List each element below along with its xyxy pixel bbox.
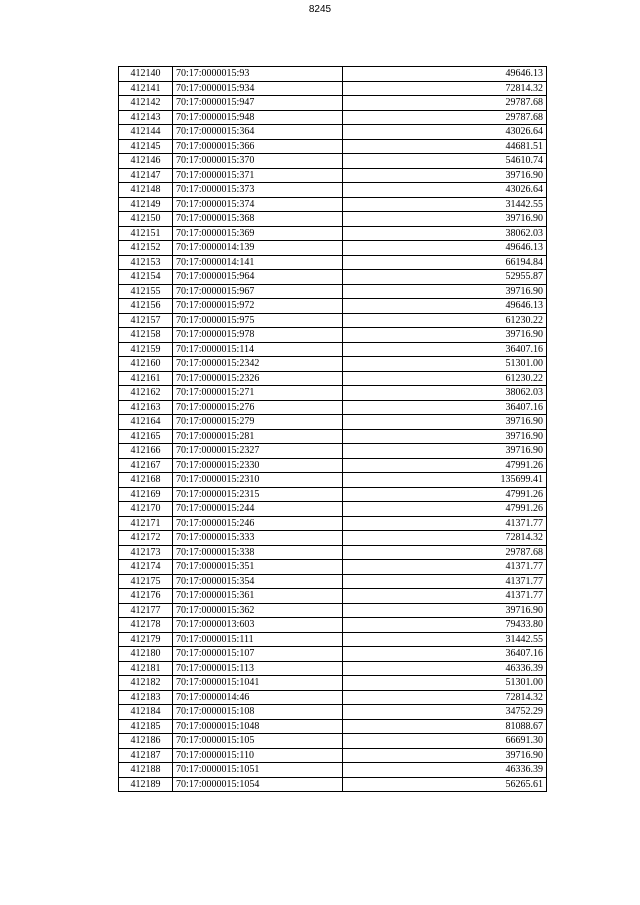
- table-row: [119, 328, 547, 343]
- row-number-cell: 412169: [119, 487, 173, 502]
- table-row: [119, 763, 547, 778]
- row-number-cell: 412171: [119, 516, 173, 531]
- table-row: [119, 96, 547, 111]
- table-row: [119, 110, 547, 125]
- table-row: [119, 777, 547, 792]
- value-cell: 36407.16: [343, 342, 547, 357]
- row-number-cell: 412185: [119, 719, 173, 734]
- value-cell: 39716.90: [343, 444, 547, 459]
- cadastral-number-cell: 70:17:0000015:276: [173, 400, 343, 415]
- cadastral-number-cell: 70:17:0000015:113: [173, 661, 343, 676]
- cadastral-number-cell: 70:17:0000015:271: [173, 386, 343, 401]
- row-number-cell: 412188: [119, 763, 173, 778]
- page-number: 8245: [308, 4, 332, 15]
- row-number-cell: 412160: [119, 357, 173, 372]
- row-number-cell: 412178: [119, 618, 173, 633]
- cadastral-number-cell: 70:17:0000015:107: [173, 647, 343, 662]
- cadastral-number-cell: 70:17:0000014:139: [173, 241, 343, 256]
- table-row: [119, 357, 547, 372]
- table-row: [119, 429, 547, 444]
- cadastral-number-cell: 70:17:0000015:967: [173, 284, 343, 299]
- cadastral-number-cell: 70:17:0000015:947: [173, 96, 343, 111]
- table-row: [119, 574, 547, 589]
- cadastral-number-cell: 70:17:0000015:2330: [173, 458, 343, 473]
- table-row: [119, 299, 547, 314]
- table-row: [119, 690, 547, 705]
- row-number-cell: 412144: [119, 125, 173, 140]
- value-cell: 38062.03: [343, 226, 547, 241]
- value-cell: 61230.22: [343, 371, 547, 386]
- cadastral-number-cell: 70:17:0000015:366: [173, 139, 343, 154]
- value-cell: 51301.00: [343, 357, 547, 372]
- cadastral-number-cell: 70:17:0000015:1048: [173, 719, 343, 734]
- cadastral-number-cell: 70:17:0000015:369: [173, 226, 343, 241]
- row-number-cell: 412189: [119, 777, 173, 792]
- table-row: [119, 212, 547, 227]
- cadastral-number-cell: 70:17:0000015:368: [173, 212, 343, 227]
- row-number-cell: 412183: [119, 690, 173, 705]
- row-number-cell: 412154: [119, 270, 173, 285]
- table-row: [119, 154, 547, 169]
- table-row: [119, 748, 547, 763]
- row-number-cell: 412173: [119, 545, 173, 560]
- cadastral-number-cell: 70:17:0000015:975: [173, 313, 343, 328]
- table-row: [119, 313, 547, 328]
- table-row: [119, 67, 547, 82]
- value-cell: 41371.77: [343, 516, 547, 531]
- value-cell: 39716.90: [343, 603, 547, 618]
- row-number-cell: 412149: [119, 197, 173, 212]
- table-row: [119, 502, 547, 517]
- cadastral-number-cell: 70:17:0000015:2327: [173, 444, 343, 459]
- row-number-cell: 412164: [119, 415, 173, 430]
- table-row: [119, 255, 547, 270]
- table-row: [119, 183, 547, 198]
- value-cell: 54610.74: [343, 154, 547, 169]
- table-row: [119, 168, 547, 183]
- table-row: [119, 618, 547, 633]
- cadastral-number-cell: 70:17:0000015:2342: [173, 357, 343, 372]
- value-cell: 49646.13: [343, 299, 547, 314]
- table-row: [119, 589, 547, 604]
- table-row: [119, 487, 547, 502]
- table-row: [119, 676, 547, 691]
- value-cell: 52955.87: [343, 270, 547, 285]
- table-row: [119, 241, 547, 256]
- value-cell: 38062.03: [343, 386, 547, 401]
- cadastral-number-cell: 70:17:0000015:972: [173, 299, 343, 314]
- table-row: [119, 386, 547, 401]
- cadastral-number-cell: 70:17:0000015:93: [173, 67, 343, 82]
- value-cell: 66691.30: [343, 734, 547, 749]
- value-cell: 39716.90: [343, 284, 547, 299]
- row-number-cell: 412167: [119, 458, 173, 473]
- table-row: [119, 647, 547, 662]
- value-cell: 66194.84: [343, 255, 547, 270]
- cadastral-table: [118, 66, 547, 792]
- row-number-cell: 412155: [119, 284, 173, 299]
- cadastral-number-cell: 70:17:0000015:964: [173, 270, 343, 285]
- cadastral-number-cell: 70:17:0000015:978: [173, 328, 343, 343]
- cadastral-number-cell: 70:17:0000015:354: [173, 574, 343, 589]
- value-cell: 47991.26: [343, 458, 547, 473]
- value-cell: 39716.90: [343, 415, 547, 430]
- value-cell: 44681.51: [343, 139, 547, 154]
- cadastral-number-cell: 70:17:0000015:1054: [173, 777, 343, 792]
- row-number-cell: 412150: [119, 212, 173, 227]
- cadastral-number-cell: 70:17:0000015:279: [173, 415, 343, 430]
- value-cell: 41371.77: [343, 560, 547, 575]
- table-row: [119, 444, 547, 459]
- table-row: [119, 458, 547, 473]
- table-row: [119, 734, 547, 749]
- value-cell: 46336.39: [343, 661, 547, 676]
- cadastral-number-cell: 70:17:0000015:246: [173, 516, 343, 531]
- cadastral-number-cell: 70:17:0000015:934: [173, 81, 343, 96]
- row-number-cell: 412157: [119, 313, 173, 328]
- value-cell: 39716.90: [343, 168, 547, 183]
- row-number-cell: 412172: [119, 531, 173, 546]
- table-row: [119, 632, 547, 647]
- value-cell: 41371.77: [343, 574, 547, 589]
- table-row: [119, 719, 547, 734]
- row-number-cell: 412168: [119, 473, 173, 488]
- cadastral-number-cell: 70:17:0000015:114: [173, 342, 343, 357]
- cadastral-number-cell: 70:17:0000015:351: [173, 560, 343, 575]
- cadastral-number-cell: 70:17:0000015:362: [173, 603, 343, 618]
- row-number-cell: 412182: [119, 676, 173, 691]
- table-row: [119, 560, 547, 575]
- table-row: [119, 531, 547, 546]
- row-number-cell: 412165: [119, 429, 173, 444]
- cadastral-number-cell: 70:17:0000015:364: [173, 125, 343, 140]
- cadastral-number-cell: 70:17:0000013:603: [173, 618, 343, 633]
- table-row: [119, 603, 547, 618]
- cadastral-number-cell: 70:17:0000015:2326: [173, 371, 343, 386]
- cadastral-number-cell: 70:17:0000015:2310: [173, 473, 343, 488]
- cadastral-number-cell: 70:17:0000014:141: [173, 255, 343, 270]
- row-number-cell: 412179: [119, 632, 173, 647]
- table-row: [119, 81, 547, 96]
- row-number-cell: 412180: [119, 647, 173, 662]
- value-cell: 31442.55: [343, 632, 547, 647]
- row-number-cell: 412153: [119, 255, 173, 270]
- row-number-cell: 412187: [119, 748, 173, 763]
- table-row: [119, 661, 547, 676]
- value-cell: 29787.68: [343, 545, 547, 560]
- value-cell: 47991.26: [343, 487, 547, 502]
- table-row: [119, 226, 547, 241]
- cadastral-number-cell: 70:17:0000015:370: [173, 154, 343, 169]
- cadastral-number-cell: 70:17:0000015:374: [173, 197, 343, 212]
- value-cell: 46336.39: [343, 763, 547, 778]
- value-cell: 29787.68: [343, 110, 547, 125]
- row-number-cell: 412143: [119, 110, 173, 125]
- row-number-cell: 412152: [119, 241, 173, 256]
- row-number-cell: 412145: [119, 139, 173, 154]
- cadastral-number-cell: 70:17:0000015:371: [173, 168, 343, 183]
- value-cell: 39716.90: [343, 328, 547, 343]
- value-cell: 41371.77: [343, 589, 547, 604]
- cadastral-number-cell: 70:17:0000015:1041: [173, 676, 343, 691]
- table-row: [119, 197, 547, 212]
- table-row: [119, 400, 547, 415]
- row-number-cell: 412175: [119, 574, 173, 589]
- row-number-cell: 412148: [119, 183, 173, 198]
- value-cell: 79433.80: [343, 618, 547, 633]
- value-cell: 56265.61: [343, 777, 547, 792]
- row-number-cell: 412177: [119, 603, 173, 618]
- row-number-cell: 412147: [119, 168, 173, 183]
- cadastral-number-cell: 70:17:0000015:281: [173, 429, 343, 444]
- cadastral-number-cell: 70:17:0000015:373: [173, 183, 343, 198]
- row-number-cell: 412156: [119, 299, 173, 314]
- value-cell: 29787.68: [343, 96, 547, 111]
- row-number-cell: 412176: [119, 589, 173, 604]
- table-row: [119, 270, 547, 285]
- cadastral-number-cell: 70:17:0000015:338: [173, 545, 343, 560]
- value-cell: 47991.26: [343, 502, 547, 517]
- value-cell: 39716.90: [343, 748, 547, 763]
- value-cell: 36407.16: [343, 647, 547, 662]
- table-row: [119, 139, 547, 154]
- row-number-cell: 412163: [119, 400, 173, 415]
- value-cell: 39716.90: [343, 429, 547, 444]
- value-cell: 72814.32: [343, 81, 547, 96]
- table-row: [119, 415, 547, 430]
- cadastral-number-cell: 70:17:0000015:1051: [173, 763, 343, 778]
- row-number-cell: 412141: [119, 81, 173, 96]
- value-cell: 72814.32: [343, 531, 547, 546]
- row-number-cell: 412159: [119, 342, 173, 357]
- table-body: [119, 67, 547, 792]
- value-cell: 72814.32: [343, 690, 547, 705]
- row-number-cell: 412146: [119, 154, 173, 169]
- table-row: [119, 516, 547, 531]
- value-cell: 31442.55: [343, 197, 547, 212]
- value-cell: 34752.29: [343, 705, 547, 720]
- cadastral-number-cell: 70:17:0000015:105: [173, 734, 343, 749]
- table-row: [119, 284, 547, 299]
- row-number-cell: 412158: [119, 328, 173, 343]
- value-cell: 36407.16: [343, 400, 547, 415]
- value-cell: 51301.00: [343, 676, 547, 691]
- table-row: [119, 705, 547, 720]
- cadastral-number-cell: 70:17:0000014:46: [173, 690, 343, 705]
- row-number-cell: 412140: [119, 67, 173, 82]
- value-cell: 39716.90: [343, 212, 547, 227]
- value-cell: 43026.64: [343, 125, 547, 140]
- value-cell: 135699.41: [343, 473, 547, 488]
- row-number-cell: 412181: [119, 661, 173, 676]
- row-number-cell: 412166: [119, 444, 173, 459]
- row-number-cell: 412161: [119, 371, 173, 386]
- row-number-cell: 412151: [119, 226, 173, 241]
- cadastral-number-cell: 70:17:0000015:361: [173, 589, 343, 604]
- table-row: [119, 125, 547, 140]
- row-number-cell: 412162: [119, 386, 173, 401]
- table-row: [119, 473, 547, 488]
- value-cell: 49646.13: [343, 241, 547, 256]
- table-row: [119, 342, 547, 357]
- value-cell: 49646.13: [343, 67, 547, 82]
- cadastral-number-cell: 70:17:0000015:108: [173, 705, 343, 720]
- cadastral-number-cell: 70:17:0000015:111: [173, 632, 343, 647]
- table-row: [119, 371, 547, 386]
- cadastral-number-cell: 70:17:0000015:244: [173, 502, 343, 517]
- cadastral-number-cell: 70:17:0000015:333: [173, 531, 343, 546]
- row-number-cell: 412142: [119, 96, 173, 111]
- cadastral-number-cell: 70:17:0000015:2315: [173, 487, 343, 502]
- row-number-cell: 412186: [119, 734, 173, 749]
- value-cell: 61230.22: [343, 313, 547, 328]
- value-cell: 81088.67: [343, 719, 547, 734]
- row-number-cell: 412174: [119, 560, 173, 575]
- row-number-cell: 412184: [119, 705, 173, 720]
- cadastral-number-cell: 70:17:0000015:948: [173, 110, 343, 125]
- cadastral-number-cell: 70:17:0000015:110: [173, 748, 343, 763]
- row-number-cell: 412170: [119, 502, 173, 517]
- table-row: [119, 545, 547, 560]
- value-cell: 43026.64: [343, 183, 547, 198]
